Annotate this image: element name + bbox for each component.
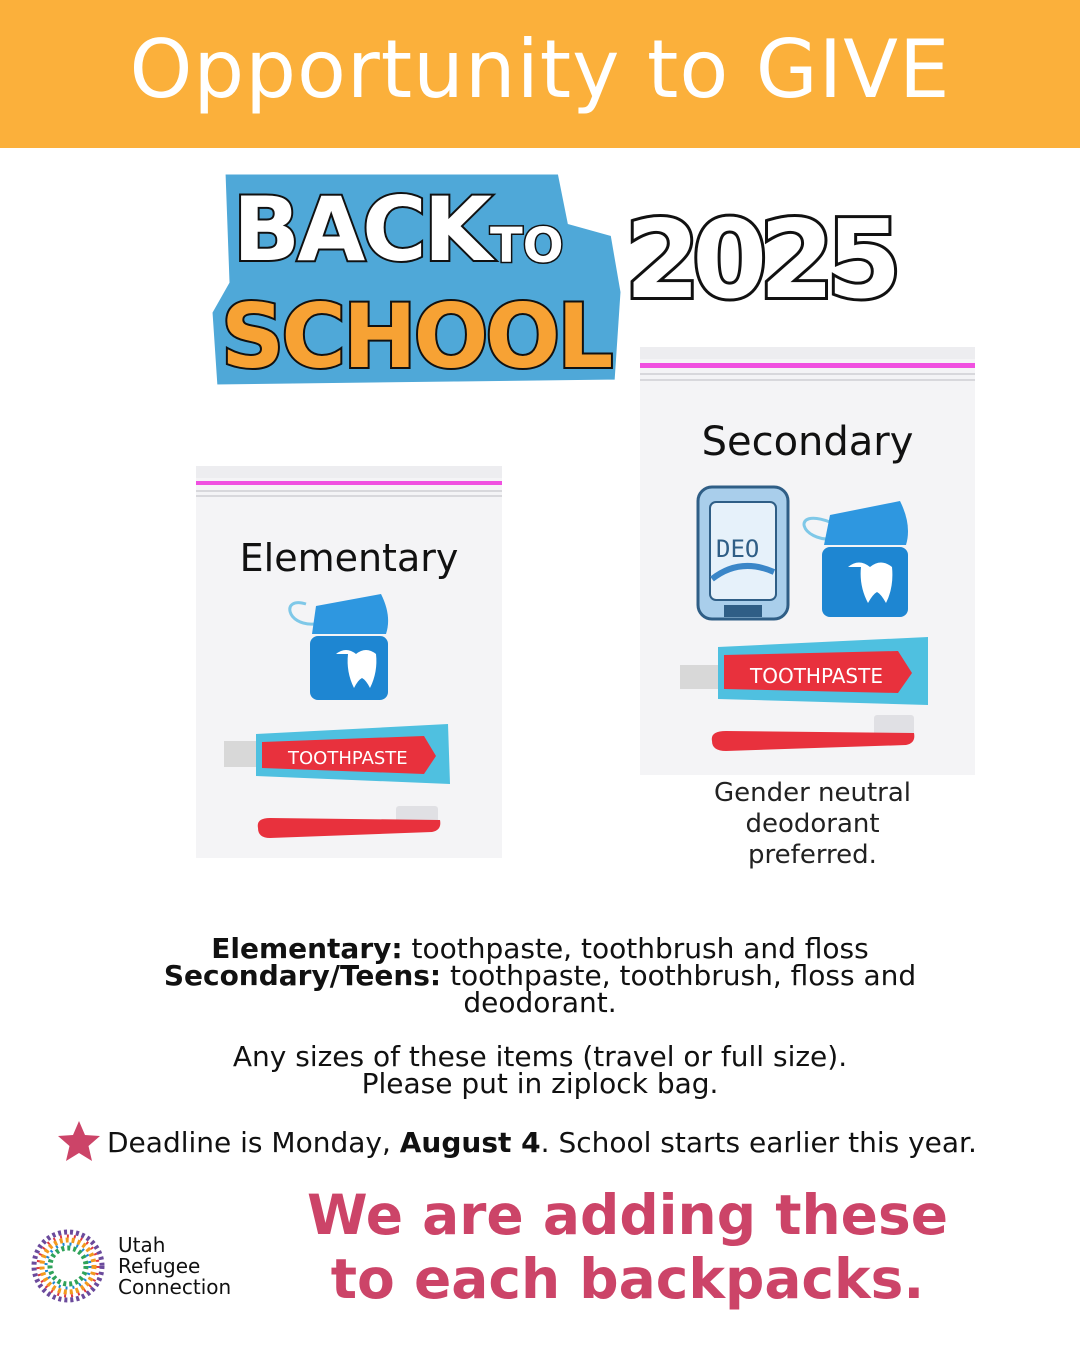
secondary-toothpaste-label: TOOTHPASTE xyxy=(750,664,883,688)
secondary-bag-title: Secondary xyxy=(701,419,914,465)
elementary-items xyxy=(60,932,1020,965)
deadline-date: August 4 xyxy=(399,1125,541,1159)
logo-back-text: BACK xyxy=(233,178,489,281)
org-name xyxy=(118,1232,232,1299)
org-name-line-1: Utah xyxy=(118,1232,166,1257)
org-name-line-3: Connection xyxy=(118,1274,232,1299)
deodorant-icon xyxy=(698,487,788,619)
secondary-items-cont: deodorant. xyxy=(463,986,617,1019)
call-to-action xyxy=(300,1183,955,1311)
secondary-items-text: toothpaste, toothbrush, floss and xyxy=(441,959,917,992)
size-instructions xyxy=(60,1040,1020,1100)
secondary-items-label: Secondary/Teens: xyxy=(163,959,442,992)
org-logo xyxy=(30,1225,231,1307)
org-logo-icon xyxy=(30,1225,106,1307)
org-name-line-2: Refugee xyxy=(118,1253,201,1278)
sizes-line-2: Please put in ziplock bag. xyxy=(361,1067,719,1100)
elementary-items-label: Elementary: xyxy=(211,932,403,965)
top-banner xyxy=(0,0,1080,148)
logo-year-text: 2025 xyxy=(625,198,894,323)
cta-line-1: We are adding these xyxy=(306,1183,948,1247)
item-list xyxy=(60,932,1020,1019)
sizes-line-1: Any sizes of these items (travel or full size). xyxy=(232,1040,848,1073)
elementary-items-text: toothpaste, toothbrush and floss xyxy=(402,932,869,965)
elementary-bag xyxy=(196,466,502,858)
cta-line-2: to each backpacks. xyxy=(330,1247,925,1311)
secondary-bag xyxy=(640,347,975,775)
secondary-items xyxy=(60,959,1020,992)
logo-to-text: TO xyxy=(490,218,564,274)
elementary-bag-title: Elementary xyxy=(239,536,459,580)
logo-school-text: SCHOOL xyxy=(221,285,611,388)
note-line-2: deodorant xyxy=(745,809,880,839)
deadline xyxy=(55,1118,1055,1166)
note-line-1: Gender neutral xyxy=(713,778,912,808)
deodorant-label: DEO xyxy=(716,535,760,563)
star-icon xyxy=(55,1118,103,1166)
deadline-prefix: Deadline is Monday, xyxy=(107,1125,400,1159)
elementary-toothpaste-label: TOOTHPASTE xyxy=(288,748,408,769)
secondary-note xyxy=(640,778,985,871)
deadline-suffix: . School starts earlier this year. xyxy=(540,1125,977,1159)
banner-title: Opportunity to GIVE xyxy=(129,23,951,116)
note-line-3: preferred. xyxy=(748,840,877,870)
